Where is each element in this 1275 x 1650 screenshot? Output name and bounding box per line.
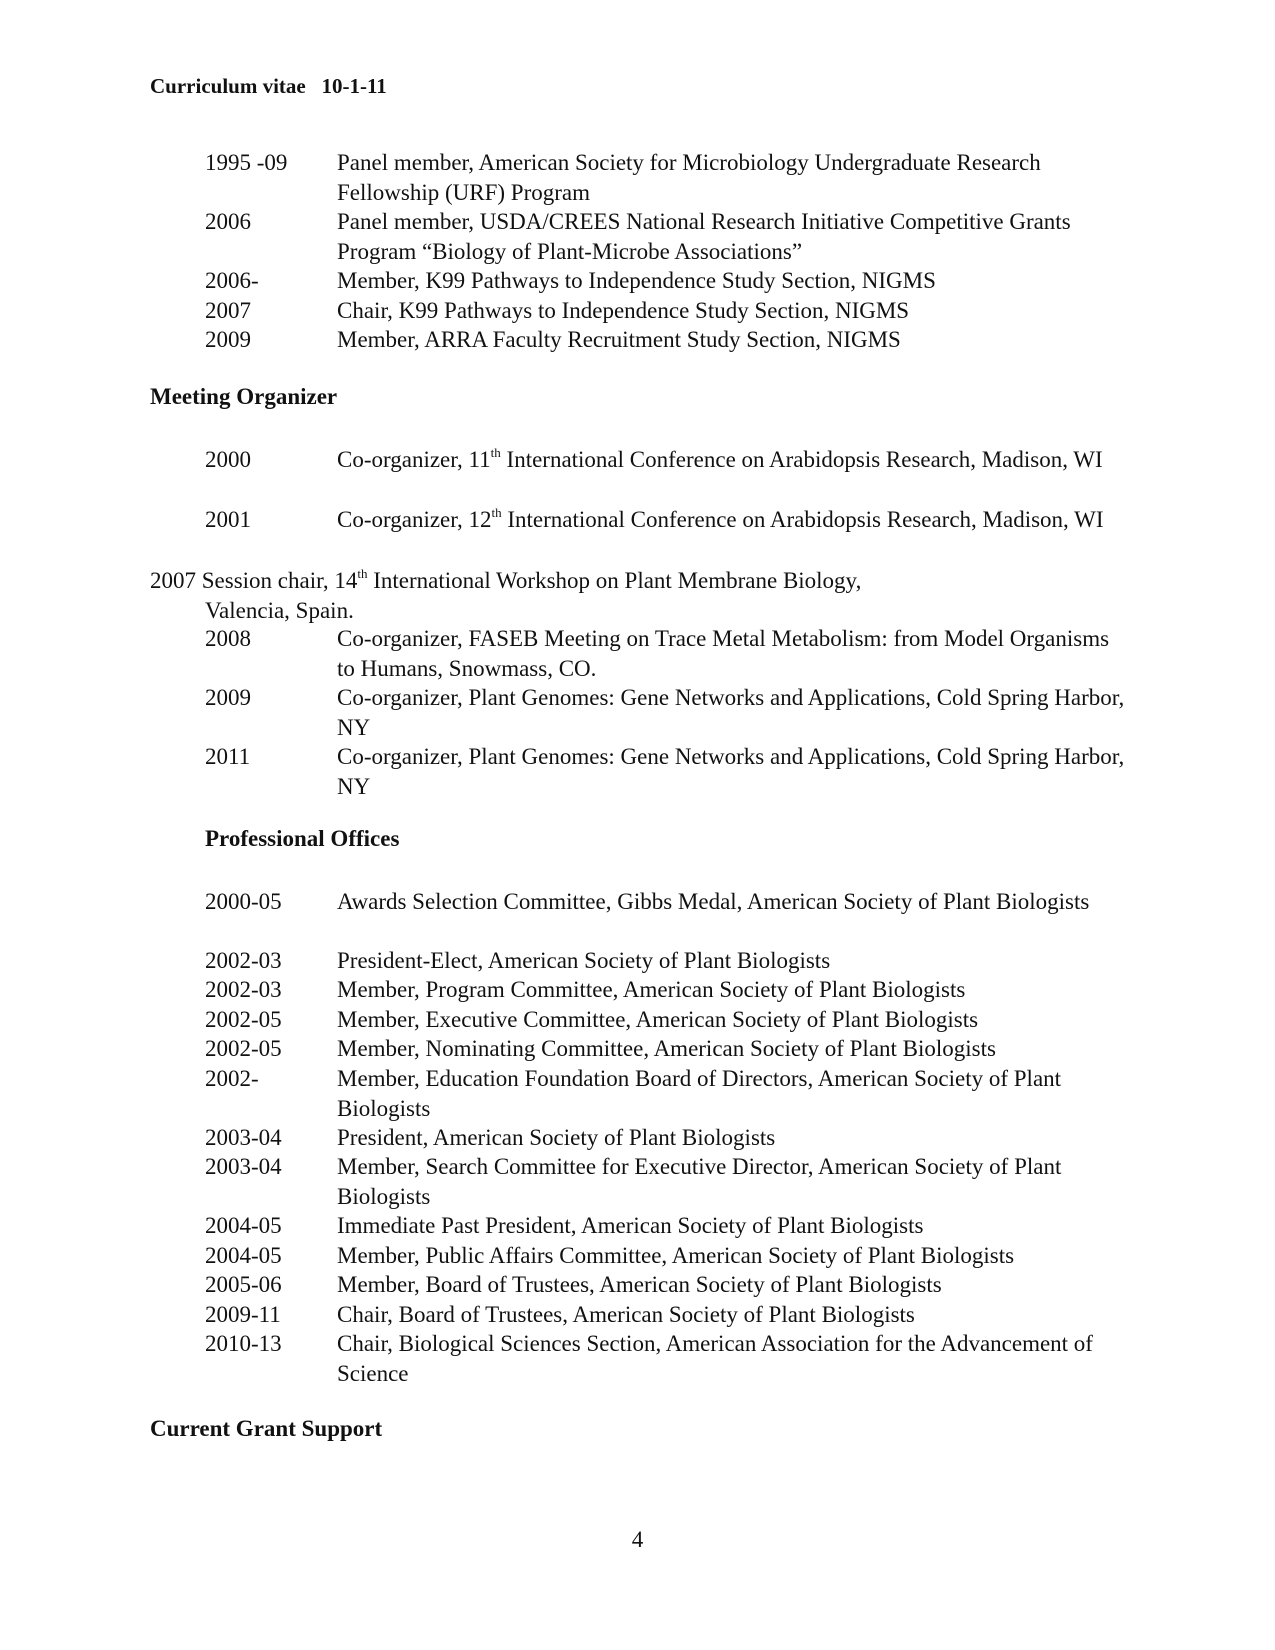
entry-year: 2000 xyxy=(205,447,251,472)
entry-text: Chair, K99 Pathways to Independence Study Section, NIGMS xyxy=(337,298,910,323)
entry-year: 2004-05 xyxy=(205,1213,282,1238)
entry-text: Member, Executive Committee, American Society of Plant Biologists xyxy=(337,1007,979,1032)
entry-year: 2002-03 xyxy=(205,948,282,973)
entry-year: 2002- xyxy=(205,1066,259,1091)
entry-text: Member, K99 Pathways to Independence Study Section, NIGMS xyxy=(337,268,936,293)
entry-text: Co-organizer, 11th International Conference on Arabidopsis Research, Madison, WI xyxy=(337,445,1103,472)
entry-text: President, American Society of Plant Biologists xyxy=(337,1125,776,1150)
entry-text: Member, Search Committee for Executive Director, American Society of Plant Biologists xyxy=(337,1154,1062,1209)
entry-text: Member, Program Committee, American Society of Plant Biologists xyxy=(337,977,966,1002)
entry-year: 1995 -09 xyxy=(205,150,288,175)
section-heading-professional-offices: Professional Offices xyxy=(205,826,400,851)
entry-text: President-Elect, American Society of Plant Biologists xyxy=(337,948,831,973)
entry-text: Chair, Biological Sciences Section, American Association for the Advancement of Science xyxy=(337,1331,1093,1386)
entry-year: 2010-13 xyxy=(205,1331,282,1356)
document-header: Curriculum vitae 10-1-11 xyxy=(150,74,387,98)
entry-text: Session chair, 14th International Workshop on Plant Membrane Biology, xyxy=(201,566,862,593)
entry-text: Chair, Board of Trustees, American Society of Plant Biologists xyxy=(337,1302,915,1327)
entry-text: Immediate Past President, American Society of Plant Biologists xyxy=(337,1213,924,1238)
entry-year: 2002-05 xyxy=(205,1007,282,1032)
page-number: 4 xyxy=(631,1527,644,1552)
entry-text: Member, Public Affairs Committee, American Society of Plant Biologists xyxy=(337,1243,1015,1268)
entry-text: Co-organizer, Plant Genomes: Gene Networks and Applications, Cold Spring Harbor, NY xyxy=(337,685,1125,740)
entry-text-line2: Valencia, Spain. xyxy=(205,597,354,623)
entry-text: Member, Education Foundation Board of Directors, American Society of Plant Biologists xyxy=(337,1066,1062,1121)
entry-text: Awards Selection Committee, Gibbs Medal, American Society of Plant Biologists xyxy=(337,889,1090,914)
entry-year: 2009-11 xyxy=(205,1302,281,1327)
entry-year: 2002-03 xyxy=(205,977,282,1002)
entry-year: 2005-06 xyxy=(205,1272,282,1297)
entry-year: 2007 xyxy=(150,568,196,593)
entry-year: 2003-04 xyxy=(205,1125,282,1150)
entry-year: 2000-05 xyxy=(205,889,282,914)
entry-text: Member, Board of Trustees, American Society of Plant Biologists xyxy=(337,1272,942,1297)
entry-text: Member, ARRA Faculty Recruitment Study Section, NIGMS xyxy=(337,327,901,352)
entry-year: 2003-04 xyxy=(205,1154,282,1179)
entry-year: 2011 xyxy=(205,744,251,769)
entry-year: 2009 xyxy=(205,327,251,352)
entry-year: 2006- xyxy=(205,268,259,293)
entry-text: Co-organizer, 12th International Conference on Arabidopsis Research, Madison, WI xyxy=(337,505,1104,532)
section-heading-meeting-organizer: Meeting Organizer xyxy=(150,384,338,409)
entry-year: 2004-05 xyxy=(205,1243,282,1268)
entry-year: 2009 xyxy=(205,685,251,710)
entry-text: Panel member, American Society for Microbiology Undergraduate Research Fellowship (URF) Program xyxy=(337,150,1041,205)
entry-year: 2008 xyxy=(205,626,251,651)
entry-year: 2006 xyxy=(205,209,251,234)
entry-year: 2001 xyxy=(205,507,251,532)
entry-text: Member, Nominating Committee, American Society of Plant Biologists xyxy=(337,1036,996,1061)
entry-text: Panel member, USDA/CREES National Research Initiative Competitive Grants Program “Biology of Plant-Microbe Associations” xyxy=(337,209,1071,264)
entry-text: Co-organizer, Plant Genomes: Gene Networks and Applications, Cold Spring Harbor, NY xyxy=(337,744,1125,799)
entry-text: Co-organizer, FASEB Meeting on Trace Metal Metabolism: from Model Organisms to Humans, Snowmass, CO. xyxy=(337,626,1110,681)
entry-year: 2007 xyxy=(205,298,251,323)
session-chair-entry xyxy=(150,566,950,625)
entry-year: 2002-05 xyxy=(205,1036,282,1061)
section-heading-current-grant-support: Current Grant Support xyxy=(150,1416,383,1441)
